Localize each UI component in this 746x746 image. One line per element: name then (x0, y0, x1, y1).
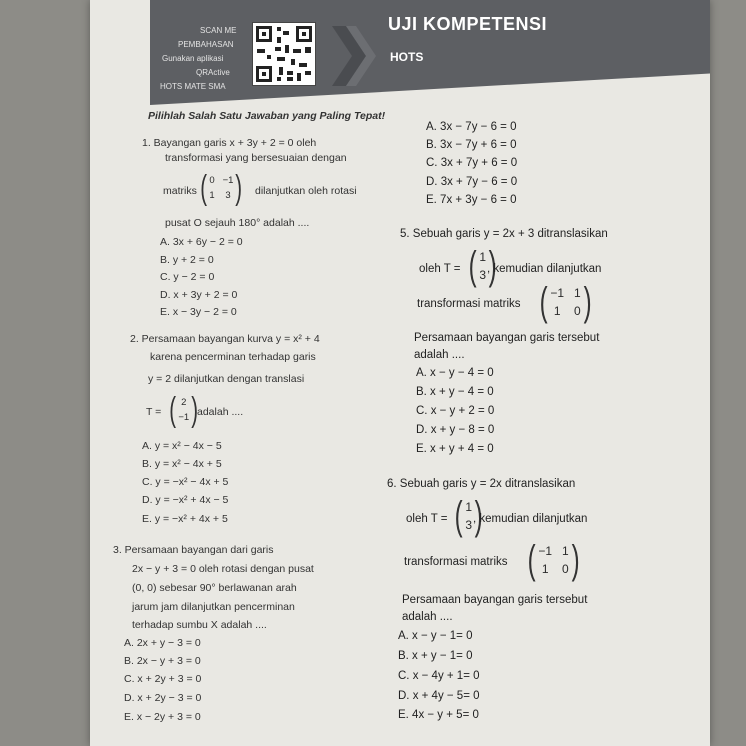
q6-line5: adalah .... (402, 611, 453, 623)
q3-option-e[interactable]: E. x − 2y + 3 = 0 (124, 711, 201, 723)
q1-matrix-a22: 3 (225, 190, 231, 201)
q5-option-a[interactable]: A. x − y − 4 = 0 (416, 367, 494, 379)
q3-line1: 3. Persamaan bayangan dari garis (113, 544, 274, 556)
q2-vector: ( 2 −1 ) (169, 391, 199, 429)
qr-code[interactable] (252, 22, 316, 86)
q6-line2: , kemudian dilanjutkan (473, 513, 588, 525)
q5-option-e[interactable]: E. x + y + 4 = 0 (416, 443, 494, 455)
q2-vector-y: −1 (178, 412, 190, 423)
chevron-decoration-icon (332, 26, 382, 86)
q3-option-a[interactable]: A. 2x + y − 3 = 0 (124, 637, 201, 649)
q1-option-a[interactable]: A. 3x + 6y − 2 = 0 (160, 236, 243, 248)
q6-option-d[interactable]: D. x + 4y − 5= 0 (398, 690, 480, 702)
q1-line3: dilanjutkan oleh rotasi (255, 185, 357, 197)
q5-vector-x: 1 (479, 250, 487, 264)
q2-option-d[interactable]: D. y = −x² + 4x − 5 (142, 494, 229, 506)
q2-option-c[interactable]: C. y = −x² − 4x + 5 (142, 476, 229, 488)
instruction: Pilihlah Salah Satu Jawaban yang Paling Tepat! (148, 110, 386, 122)
q5-matrix-a12: 1 (574, 286, 581, 300)
q5-line1: 5. Sebuah garis y = 2x + 3 ditranslasikan (400, 228, 608, 240)
q2-t-prefix: T = (146, 406, 162, 418)
q6-line1: 6. Sebuah garis y = 2x ditranslasikan (387, 478, 576, 490)
q6-option-e[interactable]: E. 4x − y + 5= 0 (398, 709, 479, 721)
q6-option-c[interactable]: C. x − 4y + 1= 0 (398, 670, 480, 682)
q5-oleh-t: oleh T = (419, 263, 461, 275)
q6-option-a[interactable]: A. x − y − 1= 0 (398, 630, 473, 642)
hots-mate-label: HOTS MATE SMA (160, 82, 226, 91)
q2-vector-x: 2 (181, 397, 187, 408)
q3-option-c[interactable]: C. x + 2y + 3 = 0 (124, 673, 202, 685)
q1-matriks-word: matriks (163, 185, 197, 197)
q6-option-b[interactable]: B. x + y − 1= 0 (398, 650, 473, 662)
q5-matrix-a22: 0 (574, 304, 581, 318)
q2-option-b[interactable]: B. y = x² − 4x + 5 (142, 458, 222, 470)
q3-line4: jarum jam dilanjutkan pencerminan (132, 601, 295, 613)
q1-option-b[interactable]: B. y + 2 = 0 (160, 254, 214, 266)
q6-matrix-a11: −1 (538, 544, 553, 558)
q4-option-d[interactable]: D. 3x + 7y − 6 = 0 (426, 176, 518, 188)
q4-option-c[interactable]: C. 3x + 7y + 6 = 0 (426, 157, 518, 169)
q5-matrix-a21: 1 (553, 304, 561, 318)
q6-vector-x: 1 (465, 500, 473, 514)
q3-line2: 2x − y + 3 = 0 oleh rotasi dengan pusat (132, 563, 314, 575)
q2-option-a[interactable]: A. y = x² − 4x − 5 (142, 440, 222, 452)
q5-option-b[interactable]: B. x + y − 4 = 0 (416, 386, 494, 398)
qr-code-icon (253, 23, 315, 85)
q2-line1: 2. Persamaan bayangan kurva y = x² + 4 (130, 333, 320, 345)
q5-line5: adalah .... (414, 349, 465, 361)
q1-matrix-a12: −1 (222, 175, 234, 186)
q1-matrix-a21: 1 (209, 190, 215, 201)
q6-line3: transformasi matriks (404, 556, 508, 568)
q5-vector-y: 3 (479, 268, 487, 282)
q5-line4: Persamaan bayangan garis tersebut (414, 332, 600, 344)
q6-matrix-a12: 1 (562, 544, 569, 558)
q6-matrix-a22: 0 (562, 562, 569, 576)
gunakan-label: Gunakan aplikasi (162, 54, 224, 63)
q5-option-d[interactable]: D. x + y − 8 = 0 (416, 424, 495, 436)
q1-matrix: ( 0 −1 1 3 ) (200, 169, 243, 207)
qractive-label: QRActive (196, 68, 230, 77)
q5-matrix: ( −1 1 1 0 ) (539, 280, 592, 324)
q4-option-a[interactable]: A. 3x − 7y − 6 = 0 (426, 121, 517, 133)
q2-option-e[interactable]: E. y = −x² + 4x + 5 (142, 513, 228, 525)
page-subtitle: HOTS (390, 50, 424, 64)
q5-line2: , kemudian dilanjutkan (487, 263, 602, 275)
scan-me-label: SCAN ME (200, 26, 237, 35)
q5-matrix-a11: −1 (550, 286, 565, 300)
q3-option-b[interactable]: B. 2x − y + 3 = 0 (124, 655, 201, 667)
q6-oleh-t: oleh T = (406, 513, 448, 525)
q6-matrix: ( −1 1 1 0 ) (527, 538, 580, 582)
q3-line3: (0, 0) sebesar 90° berlawanan arah (132, 582, 297, 594)
q1-option-e[interactable]: E. x − 3y − 2 = 0 (160, 306, 237, 318)
q2-line2: karena pencerminan terhadap garis (150, 351, 316, 363)
q1-matrix-a11: 0 (209, 175, 215, 186)
q1-line2: transformasi yang bersesuaian dengan (165, 152, 347, 164)
q4-option-b[interactable]: B. 3x − 7y + 6 = 0 (426, 139, 517, 151)
q5-option-c[interactable]: C. x − y + 2 = 0 (416, 405, 495, 417)
q5-vector: ( 1 3 ) (468, 244, 497, 288)
q4-option-e[interactable]: E. 7x + 3y − 6 = 0 (426, 194, 517, 206)
q1-line4: pusat O sejauh 180° adalah .... (165, 217, 310, 229)
q5-line3: transformasi matriks (417, 298, 521, 310)
q6-vector-y: 3 (465, 518, 473, 532)
q6-matrix-a21: 1 (541, 562, 549, 576)
q3-line5: terhadap sumbu X adalah .... (132, 619, 267, 631)
q2-line4: adalah .... (197, 406, 244, 418)
q1-option-c[interactable]: C. y − 2 = 0 (160, 271, 215, 283)
pembahasan-label: PEMBAHASAN (178, 40, 234, 49)
page-title: UJI KOMPETENSI (388, 14, 548, 34)
q1-option-d[interactable]: D. x + 3y + 2 = 0 (160, 289, 238, 301)
q1-line1: 1. Bayangan garis x + 3y + 2 = 0 oleh (142, 137, 317, 149)
q3-option-d[interactable]: D. x + 2y − 3 = 0 (124, 692, 202, 704)
q2-line3: y = 2 dilanjutkan dengan translasi (148, 373, 305, 385)
q6-line4: Persamaan bayangan garis tersebut (402, 594, 588, 606)
q6-vector: ( 1 3 ) (454, 494, 483, 538)
